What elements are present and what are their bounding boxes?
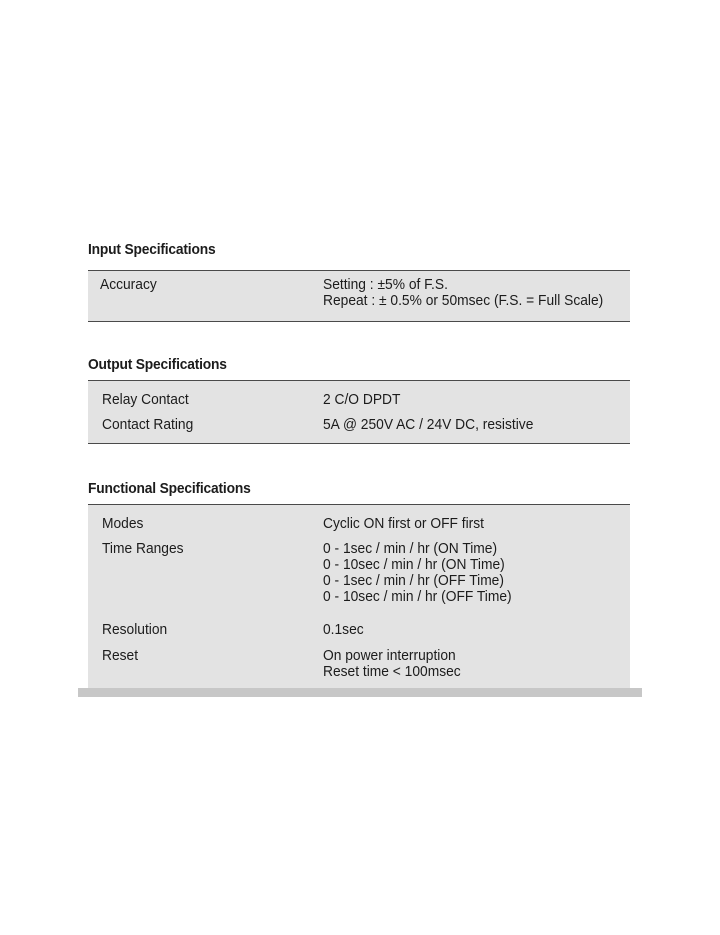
spec-values: [323, 622, 364, 638]
spec-values: [323, 392, 400, 408]
spec-value: 0 - 10sec / min / hr (ON Time): [323, 556, 505, 573]
spec-label: Accuracy: [100, 276, 157, 293]
output-specifications-title: Output Specifications: [88, 356, 227, 373]
input-specifications-table: [88, 270, 630, 322]
input-specifications-title: Input Specifications: [88, 241, 216, 258]
spec-value: Repeat : ± 0.5% or 50msec (F.S. = Full Scale): [323, 292, 604, 309]
functional-specifications-table: [88, 504, 630, 689]
spec-value: Setting : ±5% of F.S.: [323, 276, 448, 293]
table-bottom-bar: [78, 688, 642, 697]
spec-value: Cyclic ON first or OFF first: [323, 515, 484, 532]
spec-values: [323, 516, 484, 532]
spec-value: 0 - 1sec / min / hr (OFF Time): [323, 572, 504, 589]
spec-label: Contact Rating: [102, 416, 194, 433]
spec-value: 0.1sec: [323, 621, 364, 638]
output-specifications-table: [88, 380, 630, 444]
spec-values: [323, 277, 603, 309]
spec-values: [323, 648, 461, 680]
spec-value: 5A @ 250V AC / 24V DC, resistive: [323, 416, 534, 433]
spec-value: 0 - 10sec / min / hr (OFF Time): [323, 588, 512, 605]
spec-value: Reset time < 100msec: [323, 663, 461, 680]
spec-label: Resolution: [102, 621, 168, 638]
spec-value: 2 C/O DPDT: [323, 391, 401, 408]
spec-label: Modes: [102, 515, 144, 532]
functional-specifications-title: Functional Specifications: [88, 480, 251, 497]
spec-label: Relay Contact: [102, 391, 189, 408]
spec-value: 0 - 1sec / min / hr (ON Time): [323, 540, 498, 557]
spec-values: [323, 417, 533, 433]
spec-label: Reset: [102, 647, 139, 664]
spec-value: On power interruption: [323, 647, 456, 664]
spec-label: Time Ranges: [102, 540, 184, 557]
spec-values: [323, 541, 512, 605]
